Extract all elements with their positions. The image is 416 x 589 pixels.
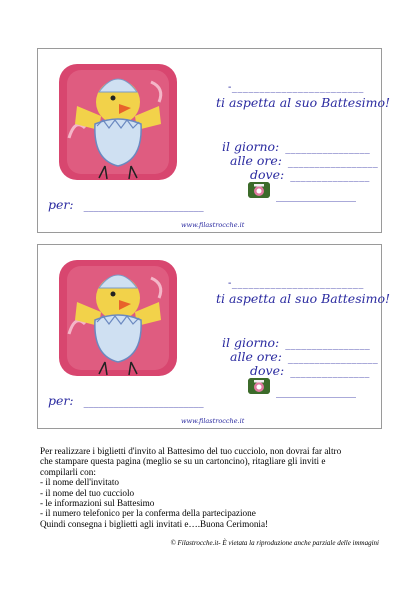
- field-ore-line: _________________: [287, 157, 379, 168]
- copyright-footer: © Filastrocche.it- È vietata la riproduzione anche parziale delle immagini: [170, 539, 379, 547]
- field-giorno-line: ________________: [285, 339, 371, 350]
- field-giorno: [222, 139, 370, 154]
- invitation-card-2: [37, 244, 391, 429]
- child-name-line: -________________________: [228, 278, 364, 289]
- instruction-line: - il nome del tuo cucciolo: [40, 487, 135, 498]
- field-giorno-label: il giorno:: [222, 139, 280, 154]
- invite-tagline: ti aspetta al suo Battesimo!: [216, 291, 391, 306]
- phone-icon: [248, 378, 270, 394]
- chick-illustration: [55, 254, 181, 382]
- field-dove-line: _______________: [290, 367, 370, 378]
- field-per-label: per:: [48, 393, 74, 408]
- chick-illustration: [55, 58, 181, 186]
- phone-line: ________________: [276, 387, 356, 398]
- instruction-line: che stampare questa pagina (meglio se su un cartoncino), ritagliare gli inviti e: [40, 456, 326, 467]
- field-giorno-line: ________________: [285, 143, 371, 154]
- site-link: www.filastrocche.it: [181, 221, 245, 229]
- field-per-line: ________________________: [83, 397, 204, 408]
- field-dove-label: dove:: [250, 167, 285, 182]
- invite-tagline: ti aspetta al suo Battesimo!: [216, 95, 391, 110]
- field-dove: [250, 167, 370, 182]
- phone-line: ________________: [276, 191, 356, 202]
- phone-icon: [248, 182, 270, 198]
- field-dove-line: _______________: [290, 171, 370, 182]
- instruction-line: Per realizzare i biglietti d'invito al Battesimo del tuo cucciolo, non dovrai far altro: [40, 446, 342, 456]
- child-name-line: -________________________: [228, 82, 364, 93]
- field-dove-label: dove:: [250, 363, 285, 378]
- field-ore-label: alle ore:: [230, 153, 282, 168]
- field-giorno-label: il giorno:: [222, 335, 280, 350]
- field-per-line: ________________________: [83, 201, 204, 212]
- field-ore-label: alle ore:: [230, 349, 282, 364]
- field-giorno: [222, 335, 370, 350]
- field-per: [48, 393, 204, 408]
- instruction-line: - il nome dell'invitato: [40, 477, 119, 488]
- field-dove: [250, 363, 370, 378]
- site-link: www.filastrocche.it: [181, 417, 245, 425]
- instruction-line: - le informazioni sul Battesimo: [40, 498, 155, 509]
- invitation-card-1: [37, 48, 391, 233]
- field-ore-line: _________________: [287, 353, 379, 364]
- instruction-line: - il numero telefonico per la conferma della partecipazione: [40, 508, 256, 519]
- instruction-line: compilarli con:: [40, 466, 96, 477]
- field-ore: [230, 153, 378, 168]
- instructions-text: [40, 446, 385, 529]
- instruction-line: Quindi consegna i biglietti agli invitati e….Buona Cerimonia!: [40, 518, 269, 529]
- field-per-label: per:: [48, 197, 74, 212]
- field-per: [48, 197, 204, 212]
- field-ore: [230, 349, 378, 364]
